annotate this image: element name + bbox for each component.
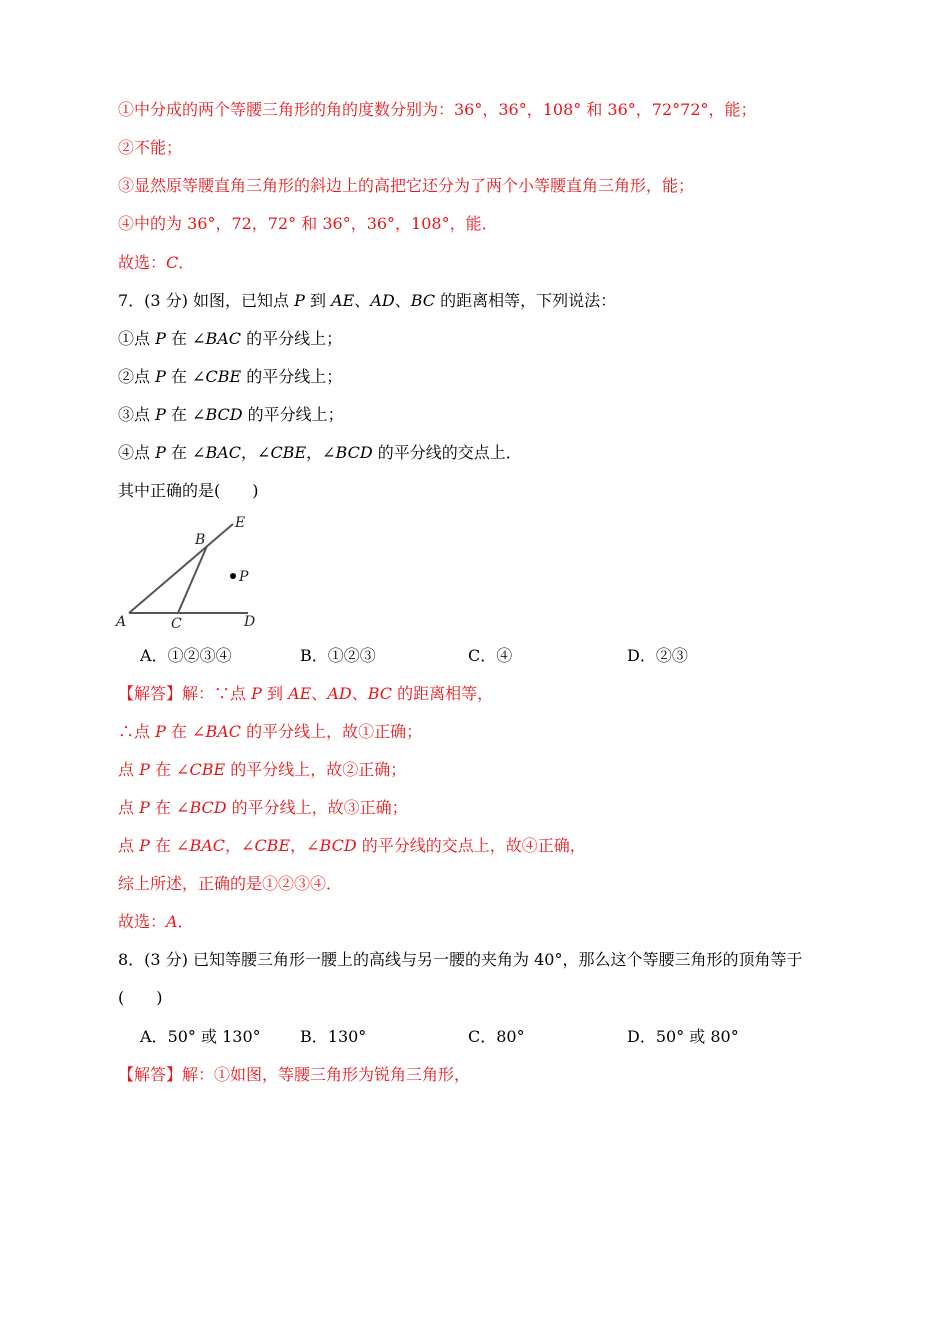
point-p: P	[294, 291, 305, 310]
statement-text: 在	[165, 329, 193, 348]
solution-text: 的平分线上，故②正确；	[225, 760, 407, 779]
solution-text: 的平分线的交点上，故④正确，	[356, 836, 586, 855]
prev-choose-line	[118, 253, 194, 273]
option-letter: A．	[140, 1027, 168, 1046]
separator: ，	[290, 836, 307, 855]
angle-bac: ∠BAC	[192, 722, 242, 741]
angle-cbe: ∠CBE	[176, 760, 226, 779]
q7-solution-line-2	[118, 722, 422, 742]
choose-answer: A	[166, 912, 178, 931]
segment-ad: AD	[327, 684, 352, 703]
q8-option-b[interactable]	[300, 1027, 366, 1047]
option-letter: B．	[300, 1027, 328, 1046]
solution-text: 解：①如图，等腰三角形为锐角三角形，	[182, 1065, 471, 1084]
q7-solution-line-5	[118, 836, 586, 856]
angle-cbe: ∠CBE	[192, 367, 242, 386]
q7-statement-3	[118, 405, 344, 425]
q8-stem-line-2: ( )	[118, 988, 163, 1007]
statement-text: ④点	[118, 443, 156, 462]
choose-answer: C	[166, 253, 179, 272]
q7-statement-2	[118, 367, 342, 387]
choose-label: 故选：	[118, 253, 167, 272]
segment-bc: BC	[367, 684, 393, 703]
angle-bac: ∠BAC	[192, 443, 242, 462]
choose-end: ．	[177, 912, 194, 931]
q7-stem	[118, 291, 616, 311]
separator: 、	[311, 684, 328, 703]
q7-option-d[interactable]	[627, 646, 688, 666]
q7-statement-4	[118, 443, 522, 463]
angle-bac: ∠BAC	[192, 329, 242, 348]
option-letter: C．	[468, 1027, 497, 1046]
segment-ad: AD	[370, 291, 395, 310]
option-text: 80°	[496, 1027, 525, 1046]
angle-bcd: ∠BCD	[306, 836, 357, 855]
segment-ae-line	[129, 524, 233, 613]
q7-geometry-figure	[112, 510, 272, 632]
q7-solution-line-6: 综上所述，正确的是①②③④．	[118, 874, 343, 893]
q7-stem-text: 到	[304, 291, 332, 310]
statement-text: 的平分线的交点上．	[372, 443, 522, 462]
choose-label: 故选：	[118, 912, 167, 931]
separator: ，	[241, 443, 258, 462]
q8-solution-line-1	[118, 1065, 470, 1085]
segment-bc: BC	[410, 291, 436, 310]
segment-ae: AE	[288, 684, 312, 703]
angle-bcd: ∠BCD	[322, 443, 373, 462]
label-c: C	[171, 616, 182, 632]
label-a: A	[116, 614, 127, 630]
q7-stem-text: 7．(3 分) 如图，已知点	[118, 291, 295, 310]
point-p-dot	[230, 573, 236, 579]
option-letter: D．	[627, 1027, 656, 1046]
angle-cbe: ∠CBE	[241, 836, 291, 855]
q7-option-c[interactable]	[468, 646, 512, 666]
label-b: B	[195, 532, 206, 548]
point-p: P	[155, 367, 166, 386]
separator: 、	[354, 291, 371, 310]
angle-bcd: ∠BCD	[192, 405, 243, 424]
label-p: P	[239, 569, 249, 585]
q7-solution-line-1	[118, 684, 493, 704]
statement-text: ①点	[118, 329, 156, 348]
q7-solution-line-4	[118, 798, 408, 818]
statement-text: 的平分线上；	[242, 405, 344, 424]
q7-stem-text: 的距离相等，下列说法：	[435, 291, 617, 310]
q7-ask: 其中正确的是( )	[118, 481, 259, 500]
option-text: 130°	[327, 1027, 367, 1046]
option-text: ②③	[655, 646, 688, 665]
solution-text: 点	[118, 798, 140, 817]
statement-text: ②点	[118, 367, 156, 386]
point-p: P	[155, 443, 166, 462]
solution-text: 点	[118, 836, 140, 855]
point-p: P	[155, 722, 166, 741]
label-d: D	[244, 614, 256, 630]
solution-text: 在	[149, 760, 177, 779]
option-letter: C．	[468, 646, 497, 665]
option-text: ①②③	[327, 646, 376, 665]
option-text: 50° 或 130°	[167, 1027, 261, 1046]
segment-bc-line	[178, 546, 207, 613]
option-letter: B．	[300, 646, 328, 665]
prev-solution-line-2: ②不能；	[118, 138, 183, 157]
solution-tag: 【解答】	[118, 684, 183, 703]
point-p: P	[139, 760, 150, 779]
separator: ，	[306, 443, 323, 462]
solution-text: 的平分线上，故①正确；	[241, 722, 423, 741]
solution-text: 在	[149, 836, 177, 855]
q8-option-d[interactable]	[627, 1027, 739, 1047]
statement-text: 的平分线上；	[241, 367, 343, 386]
option-text: ①②③④	[167, 646, 232, 665]
angle-bcd: ∠BCD	[176, 798, 227, 817]
statement-text: 在	[165, 367, 193, 386]
option-text: 50° 或 80°	[655, 1027, 739, 1046]
q8-option-c[interactable]	[468, 1027, 525, 1047]
solution-text: 到	[261, 684, 289, 703]
separator: 、	[394, 291, 411, 310]
point-p: P	[251, 684, 262, 703]
q7-statement-1	[118, 329, 342, 349]
statement-text: 在	[165, 405, 193, 424]
solution-text: 解：∵点	[182, 684, 252, 703]
solution-text: 的平分线上，故③正确；	[226, 798, 408, 817]
solution-text: 点	[118, 760, 140, 779]
point-p: P	[155, 405, 166, 424]
solution-tag: 【解答】	[118, 1065, 183, 1084]
point-p: P	[155, 329, 166, 348]
angle-cbe: ∠CBE	[257, 443, 307, 462]
q8-option-a[interactable]	[140, 1027, 261, 1047]
choose-end: ．	[178, 253, 195, 272]
statement-text: 的平分线上；	[241, 329, 343, 348]
q7-option-b[interactable]	[300, 646, 376, 666]
solution-text: 的距离相等，	[392, 684, 494, 703]
q8-stem-line-1: 8．(3 分) 已知等腰三角形一腰上的高线与另一腰的夹角为 40°，那么这个等腰三角形的顶角等于	[118, 950, 803, 969]
angle-bac: ∠BAC	[176, 836, 226, 855]
solution-text: 在	[165, 722, 193, 741]
option-letter: A．	[140, 646, 168, 665]
prev-solution-line-1: ①中分成的两个等腰三角形的角的度数分别为：36°，36°，108° 和 36°，72°72°，能；	[118, 100, 757, 119]
option-letter: D．	[627, 646, 656, 665]
separator: 、	[351, 684, 368, 703]
separator: ，	[225, 836, 242, 855]
q7-choose-line	[118, 912, 194, 932]
option-text: ④	[496, 646, 513, 665]
label-e: E	[235, 515, 246, 531]
prev-solution-line-4: ④中的为 36°，72，72° 和 36°，36°，108°，能．	[118, 214, 498, 233]
q7-option-a[interactable]	[140, 646, 232, 666]
point-p: P	[139, 798, 150, 817]
prev-solution-line-3: ③显然原等腰直角三角形的斜边上的高把它还分为了两个小等腰直角三角形，能；	[118, 176, 695, 195]
statement-text: ③点	[118, 405, 156, 424]
q7-solution-line-3	[118, 760, 406, 780]
segment-ae: AE	[331, 291, 355, 310]
solution-text: ∴点	[118, 722, 156, 741]
point-p: P	[139, 836, 150, 855]
solution-text: 在	[149, 798, 177, 817]
statement-text: 在	[165, 443, 193, 462]
